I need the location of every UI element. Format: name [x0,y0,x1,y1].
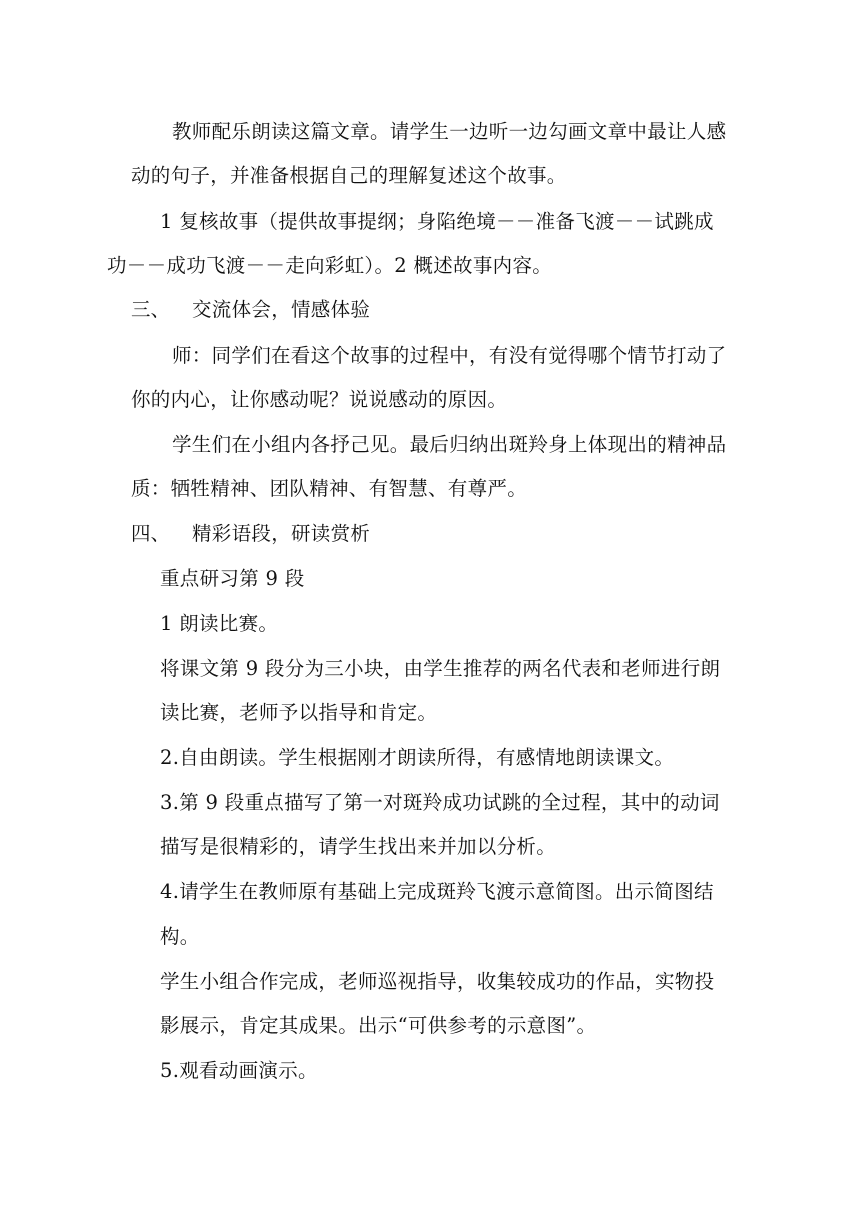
item-3-line-1: 3.第 9 段重点描写了第一对斑羚成功试跳的全过程，其中的动词 [160,791,720,814]
item-1: 1 朗读比赛。 [160,612,279,635]
section-4-title: 精彩语段，研读赏析 [192,522,371,545]
paragraph-4-line-2: 质：牺牲精神、团队精神、有智慧、有尊严。 [131,477,528,500]
paragraph-1-line-1: 教师配乐朗读这篇文章。请学生一边听一边勾画文章中最让人感 [172,120,727,143]
paragraph-4-line-1: 学生们在小组内各抒己见。最后归纳出斑羚身上体现出的精神品 [172,433,727,456]
item-2: 2.自由朗读。学生根据刚才朗读所得，有感情地朗读课文。 [160,746,675,769]
paragraph-6-line-1: 学生小组合作完成，老师巡视指导，收集较成功的作品，实物投 [160,970,715,993]
paragraph-3-line-1: 师：同学们在看这个故事的过程中，有没有觉得哪个情节打动了 [172,344,727,367]
item-5: 5.观看动画演示。 [160,1059,318,1082]
focus-heading: 重点研习第 9 段 [160,567,305,590]
section-3-title: 交流体会，情感体验 [192,298,371,321]
paragraph-5-line-2: 读比赛，老师予以指导和肯定。 [160,701,438,724]
paragraph-5-line-1: 将课文第 9 段分为三小块，由学生推荐的两名代表和老师进行朗 [160,657,721,680]
item-4-line-1: 4.请学生在教师原有基础上完成斑羚飞渡示意简图。出示简图结 [160,880,714,903]
section-4-number: 四、 [131,522,171,545]
paragraph-2-line-2: 功－－成功飞渡－－走向彩虹）。2 概述故事内容。 [107,254,553,277]
paragraph-2-line-1: 1 复核故事（提供故事提纲；身陷绝境－－准备飞渡－－试跳成 [160,210,714,233]
paragraph-1-line-2: 动的句子，并准备根据自己的理解复述这个故事。 [131,164,567,187]
paragraph-6-line-2: 影展示，肯定其成果。出示“可供参考的示意图”。 [160,1014,597,1037]
section-3-number: 三、 [131,298,171,321]
item-3-line-2: 描写是很精彩的，请学生找出来并加以分析。 [160,835,557,858]
paragraph-3-line-2: 你的内心，让你感动呢？说说感动的原因。 [131,388,508,411]
item-4-line-2: 构。 [160,925,200,948]
